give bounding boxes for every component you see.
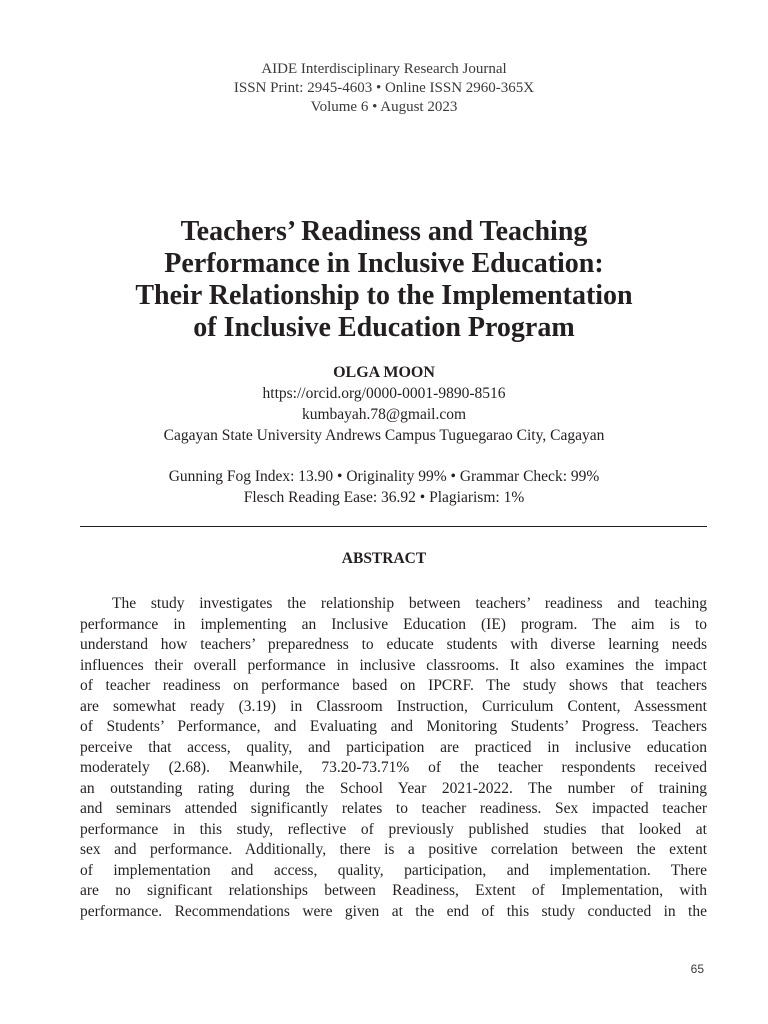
- metrics-line-2: Flesch Reading Ease: 36.92 • Plagiarism: 1%: [243, 489, 525, 506]
- abstract-line: of Students’ Performance, and Evaluating and Monitoring Students’ Progress. Teachers: [80, 718, 707, 735]
- abstract-line: an outstanding rating during the School Year 2021-2022. The number of training: [80, 779, 707, 797]
- title-line: Teachers’ Readiness and Teaching: [180, 216, 588, 247]
- page-number: 65: [690, 962, 704, 976]
- abstract-line: are somewhat ready (3.19) in Classroom Instruction, Curriculum Content, Assessment: [80, 697, 707, 715]
- abstract-line: of teacher readiness on performance based on IPCRF. The study shows that teachers: [80, 677, 707, 694]
- journal-volume: Volume 6 • August 2023: [310, 99, 458, 115]
- author-name: OLGA MOON: [333, 364, 435, 381]
- abstract-line: performance. Recommendations were given at the end of this study conducted in the: [80, 902, 707, 920]
- journal-header: [0, 60, 768, 117]
- abstract-line: understand how teachers’ preparedness to educate students with diverse learning needs: [80, 636, 707, 653]
- abstract-heading: ABSTRACT: [341, 550, 427, 567]
- abstract-line: and seminars attended significantly relates to teacher readiness. Sex impacted teacher: [80, 800, 707, 817]
- paper-title: [60, 216, 708, 344]
- author-email: kumbayah.78@gmail.com: [301, 406, 467, 423]
- author-orcid: https://orcid.org/0000-0001-9890-8516: [262, 385, 506, 402]
- abstract-line: of implementation and access, quality, participation, and implementation. There: [80, 861, 707, 879]
- title-line: of Inclusive Education Program: [193, 312, 575, 343]
- abstract-line: influences their overall performance in inclusive classrooms. It also examines the impact: [80, 656, 707, 674]
- readability-metrics: [0, 466, 768, 508]
- abstract-line: moderately (2.68). Meanwhile, 73.20-73.71% of the teacher respondents received: [80, 759, 707, 776]
- abstract-line: sex and performance. Additionally, there is a positive correlation between the extent: [80, 841, 707, 858]
- abstract-body: [80, 594, 707, 922]
- abstract-line: The study investigates the relationship between teachers’ readiness and teaching: [112, 595, 707, 612]
- title-line: Performance in Inclusive Education:: [164, 248, 604, 279]
- section-divider: [80, 526, 707, 527]
- metrics-line-1: Gunning Fog Index: 13.90 • Originality 99% • Grammar Check: 99%: [168, 468, 600, 485]
- author-affiliation: Cagayan State University Andrews Campus Tuguegarao City, Cagayan: [163, 427, 605, 444]
- abstract-line: performance in this study, reflective of previously published studies that looked at: [80, 820, 707, 838]
- title-line: Their Relationship to the Implementation: [135, 280, 633, 311]
- journal-issn: ISSN Print: 2945-4603 • Online ISSN 2960-365X: [233, 80, 535, 96]
- journal-name: AIDE Interdisciplinary Research Journal: [261, 61, 507, 77]
- abstract-line: performance in implementing an Inclusive Education (IE) program. The aim is to: [80, 615, 707, 633]
- abstract-line: perceive that access, quality, and participation are practiced in inclusive education: [80, 738, 707, 756]
- author-block: [0, 362, 768, 446]
- abstract-line: are no significant relationships between Readiness, Extent of Implementation, with: [80, 882, 707, 899]
